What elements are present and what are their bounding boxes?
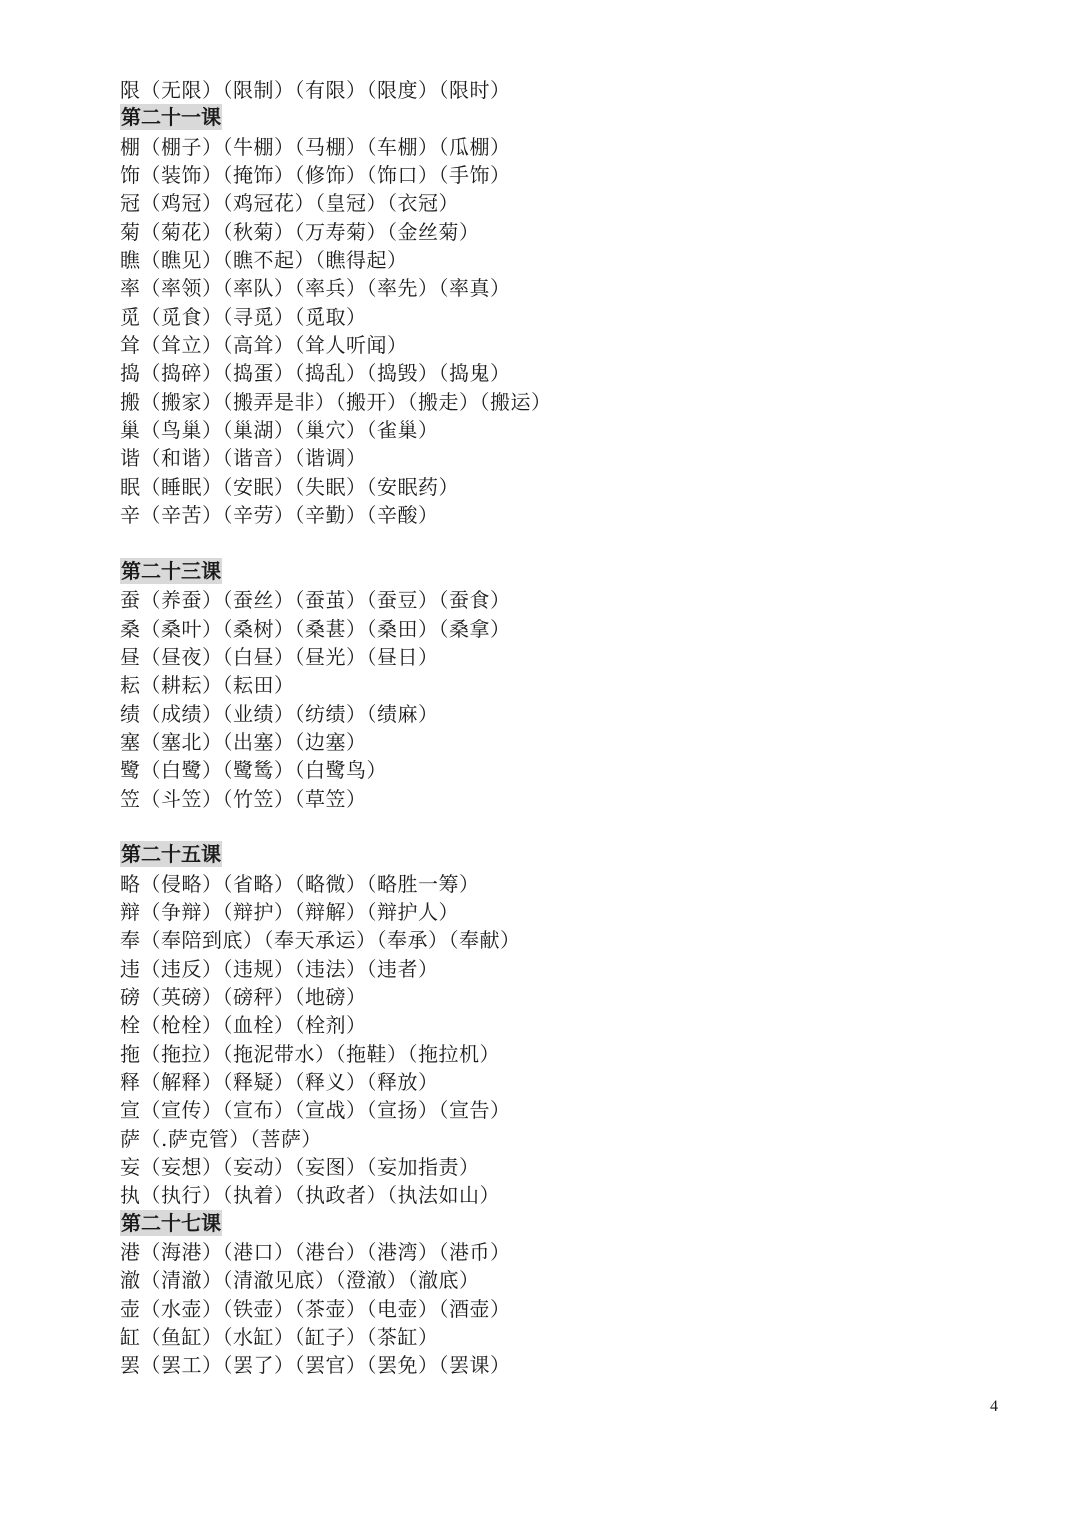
vocab-line: 萨（.萨克管）（菩萨） — [120, 1126, 322, 1151]
lesson-heading-text: 第二十一课 — [121, 105, 221, 130]
vocab-line: 塞（塞北）（出塞）（边塞） — [120, 729, 367, 754]
vocab-line: 澈（清澈）（清澈见底）（澄澈）（澈底） — [120, 1268, 480, 1293]
vocab-line: 饰（装饰）（掩饰）（修饰）（饰口）（手饰） — [120, 163, 511, 188]
vocab-line: 拖（拖拉）（拖泥带水）（拖鞋）（拖拉机） — [120, 1041, 500, 1066]
page-number: 4 — [990, 1398, 998, 1415]
vocab-line: 巢（鸟巢）（巢湖）（巢穴）（雀巢） — [120, 418, 439, 443]
vocab-line: 眠（睡眠）（安眠）（失眠）（安眠药） — [120, 474, 459, 499]
vocab-line: 缸（鱼缸）（水缸）（缸子）（茶缸） — [120, 1325, 439, 1350]
lesson-heading — [120, 1210, 1020, 1238]
vocab-line: 笠（斗笠）（竹笠）（草笠） — [120, 786, 367, 811]
vocab-line: 瞧（瞧见）（瞧不起）（瞧得起） — [120, 248, 408, 273]
vocab-line: 壶（水壶）（铁壶）（茶壶）（电壶）（酒壶） — [120, 1296, 511, 1321]
vocab-line: 绩（成绩）（业绩）（纺绩）（绩麻） — [120, 701, 439, 726]
vocab-line: 磅（英磅）（磅秤）（地磅） — [120, 985, 367, 1009]
vocab-line: 耸（耸立）（高耸）（耸人听闻） — [120, 333, 408, 358]
vocab-line: 蚕（养蚕）（蚕丝）（蚕茧）（蚕豆）（蚕食） — [120, 588, 511, 613]
vocab-line: 港（海港）（港口）（港台）（港湾）（港币） — [120, 1240, 511, 1265]
blank-line — [120, 530, 1020, 558]
vocab-line: 妄（妄想）（妄动）（妄图）（妄加指责） — [120, 1155, 480, 1180]
vocab-line: 罢（罢工）（罢了）（罢官）（罢免）（罢课） — [120, 1353, 511, 1378]
vocab-line: 觅（觅食）（寻觅）（觅取） — [120, 304, 367, 329]
vocab-line: 菊（菊花）（秋菊）（万寿菊）（金丝菊） — [120, 219, 480, 244]
vocab-line: 执（执行）（执着）（执政者）（执法如山） — [120, 1183, 500, 1208]
lesson-heading — [120, 558, 1020, 586]
vocab-line: 违（违反）（违规）（违法）（违者） — [120, 956, 439, 981]
vocab-line: 奉（奉陪到底）（奉天承运）（奉承）（奉献） — [120, 928, 521, 953]
vocab-line: 捣（捣碎）（捣蛋）（捣乱）（捣毁）（捣鬼） — [120, 361, 511, 386]
vocab-line: 桑（桑叶）（桑树）（桑葚）（桑田）（桑拿） — [120, 616, 511, 641]
vocab-line: 略（侵略）（省略）（略微）（略胜一筹） — [120, 871, 480, 896]
lesson-heading — [120, 104, 1020, 132]
vocab-line: 冠（鸡冠）（鸡冠花）（皇冠）（衣冠） — [120, 191, 459, 216]
vocab-line: 辩（争辩）（辩护）（辩解）（辩护人） — [120, 899, 459, 924]
document-body — [120, 76, 1020, 1380]
vocab-line: 宣（宣传）（宣布）（宣战）（宣扬）（宣告） — [120, 1098, 511, 1123]
vocab-line: 搬（搬家）（搬弄是非）（搬开）（搬走）（搬运） — [120, 389, 552, 414]
vocab-line: 谐（和谐）（谐音）（谐调） — [120, 446, 367, 471]
blank-line — [120, 813, 1020, 841]
vocab-line: 耘（耕耘）（耘田） — [120, 673, 295, 698]
vocab-line: 辛（辛苦）（辛劳）（辛勤）（辛酸） — [120, 503, 439, 528]
vocab-line: 棚（棚子）（牛棚）（马棚）（车棚）（瓜棚） — [120, 134, 511, 159]
vocab-line: 限（无限）（限制）（有限）（限度）（限时） — [120, 78, 511, 102]
lesson-heading-text: 第二十三课 — [121, 558, 221, 583]
lesson-heading-text: 第二十七课 — [121, 1210, 221, 1235]
lesson-heading — [120, 841, 1020, 869]
vocab-line: 鹭（白鹭）（鹭鸶）（白鹭鸟） — [120, 758, 387, 783]
vocab-line: 率（率领）（率队）（率兵）（率先）（率真） — [120, 276, 511, 301]
vocab-line: 昼（昼夜）（白昼）（昼光）（昼日） — [120, 644, 439, 669]
lesson-heading-text: 第二十五课 — [121, 842, 221, 867]
vocab-line: 栓（枪栓）（血栓）（栓剂） — [120, 1013, 367, 1038]
vocab-line: 释（解释）（释疑）（释义）（释放） — [120, 1070, 439, 1095]
